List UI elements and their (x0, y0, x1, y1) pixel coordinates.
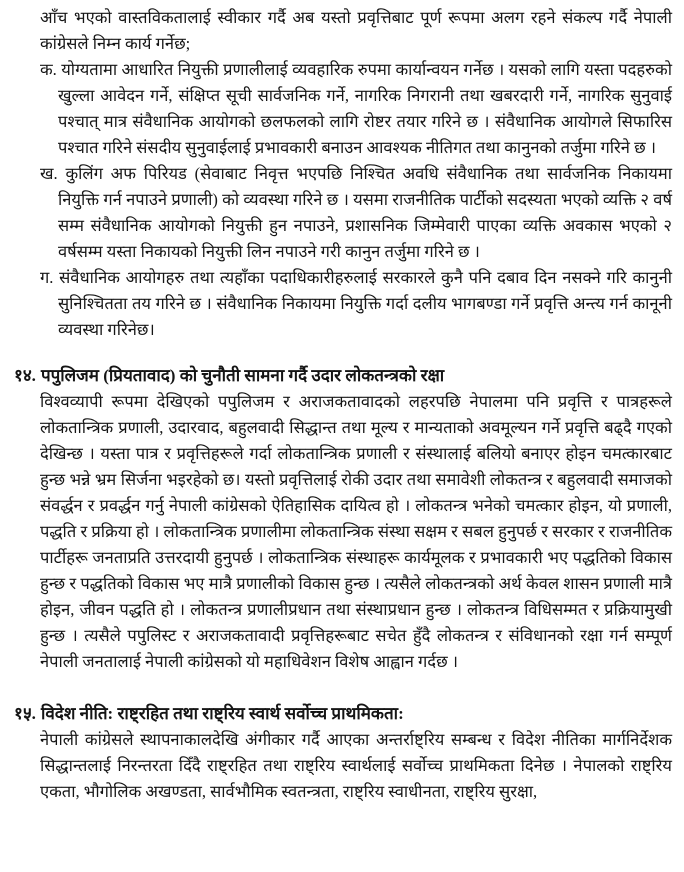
policy-list (14, 57, 672, 343)
section-title: विदेश नीति: राष्ट्रहित तथा राष्ट्रिय स्वार्थ सर्वोच्च प्राथमिकता: (40, 704, 404, 723)
list-item-kha (40, 161, 672, 265)
section-15 (14, 701, 672, 805)
section-15-body: नेपाली कांग्रेसले स्थापनाकालदेखि अंगीकार गर्दै आएका अन्तर्राष्ट्रिय सम्बन्ध र विदेश नीतिका मार्गनिर्देशक सिद्धान्तलाई निरन्तरता दिँदै राष्ट्रहित तथा राष्ट्रिय स्वार्थलाई सर्वोच्च प्राथमिकता दिनेछ । नेपालको राष्ट्रिय एकता, भौगोलिक अखण्डता, सार्वभौमिक स्वतन्त्रता, राष्ट्रिय स्वाधीनता, राष्ट्रिय सुरक्षा, (40, 730, 672, 801)
list-item-text: संवैधानिक आयोगहरु तथा त्यहाँका पदाधिकारीहरुलाई सरकारले कुनै पनि दबाव दिन नसक्ने गरि कानुनी सुनिश्चितता तय गरिने छ । संवैधानिक निकायमा नियुक्ति गर्दा दलीय भागबण्डा गर्ने प्रवृत्ति अन्त्य गर्न कानूनी व्यवस्था गरिनेछ। (58, 268, 673, 339)
intro-paragraph: आँच भएको वास्तविकतालाई स्वीकार गर्दै अब यस्तो प्रवृत्तिबाट पूर्ण रूपमा अलग रहने संकल्प गर्दै नेपाली कांग्रेसले निम्न कार्य गर्नेछ; (40, 8, 672, 53)
list-item-text: कुलिंग अफ पिरियड (सेवाबाट निवृत्त भएपछि निश्चित अवधि संवैधानिक तथा सार्वजनिक निकायमा नियुक्ति गर्न नपाउने प्रणाली) को व्यवस्था गरिने छ । यसमा राजनीतिक पार्टीको सदस्यता भएको व्यक्ति २ वर्ष सम्म संवैधानिक आयोगको नियुक्ती हुन नपाउने, प्रशासनिक जिम्मेवारी पाएका व्यक्ति अवकास भएको २ वर्षसम्म यस्ता निकायको नियुक्ती लिन नपाउने गरी कानुन तर्जुमा गरिने छ । (58, 164, 673, 261)
section-14-heading (14, 363, 672, 389)
section-number: १४. (14, 366, 36, 385)
list-item-marker: ख. (40, 164, 58, 183)
section-14 (14, 363, 672, 675)
list-item-marker: ग. (40, 268, 54, 287)
section-14-body: विश्वव्यापी रूपमा देखिएको पपुलिजम र अराजकतावादको लहरपछि नेपालमा पनि प्रवृत्ति र पात्रहरूले लोकतान्त्रिक प्रणाली, उदारवाद, बहुलवादी सिद्धान्त तथा मूल्य र मान्यताको अवमूल्यन गर्ने प्रवृत्ति बढ्दै गएको देखिन्छ । यस्ता पात्र र प्रवृत्तिहरूले गर्दा लोकतान्त्रिक प्रणाली र संस्थालाई बलियो बनाएर होइन चमत्कारबाट हुन्छ भन्ने भ्रम सिर्जना भइरहेको छ। यस्तो प्रवृत्तिलाई रोकी उदार तथा समावेशी लोकतन्त्र र बहुलवादी समाजको संवर्द्धन र प्रवर्द्धन गर्नु नेपाली कांग्रेसको ऐतिहासिक दायित्व हो । लोकतन्त्र भनेको चमत्कार होइन, यो प्रणाली, पद्धति र प्रक्रिया हो । लोकतान्त्रिक प्रणालीमा लोकतान्त्रिक संस्था सक्षम र सबल हुनुपर्छ र सरकार र राजनीतिक पार्टीहरू जनताप्रति उत्तरदायी हुनुपर्छ । लोकतान्त्रिक संस्थाहरू कार्यमूलक र प्रभावकारी भए पद्धतिको विकास हुन्छ र पद्धतिको विकास भए मात्रै प्रणालीको विकास हुन्छ । त्यसैले लोकतन्त्रको अर्थ केवल शासन प्रणाली मात्रै होइन, जीवन पद्धति हो । लोकतन्त्र प्रणालीप्रधान तथा संस्थाप्रधान हुन्छ । लोकतन्त्र विधिसम्मत र प्रक्रियामुखी हुन्छ । त्यसैले पपुलिस्ट र अराजकतावादी प्रवृत्तिहरूबाट सचेत हुँदै लोकतन्त्र र संविधानको रक्षा गर्न सम्पूर्ण नेपाली जनतालाई नेपाली कांग्रेसको यो महाधिवेशन विशेष आह्वान गर्दछ । (40, 392, 672, 671)
section-title: पपुलिजम (प्रियतावाद) को चुनौती सामना गर्दै उदार लोकतन्त्रको रक्षा (40, 366, 445, 385)
list-item-marker: क. (40, 60, 57, 79)
list-item-ka (40, 57, 672, 161)
section-15-heading (14, 701, 672, 727)
list-item-text: योग्यतामा आधारित नियुक्ती प्रणालीलाई व्यवहारिक रुपमा कार्यान्वयन गर्नेछ । यसको लागि यस्ता पदहरुको खुल्ला आवेदन गर्ने, संक्षिप्त सूची सार्वजनिक गर्ने, नागरिक निगरानी तथा खबरदारी गर्ने, नागरिक सुनुवाई पश्चात् मात्र संवैधानिक आयोगको छलफलको लागि रोष्टर तयार गरिने छ । संवैधानिक आयोगले सिफारिस पश्चात गरिने संसदीय सुनुवाईलाई प्रभावकारी बनाउन आवश्यक नीतिगत तथा कानुनको तर्जुमा गरिने छ । (58, 60, 672, 157)
section-number: १५. (14, 704, 36, 723)
list-item-ga (40, 265, 672, 343)
